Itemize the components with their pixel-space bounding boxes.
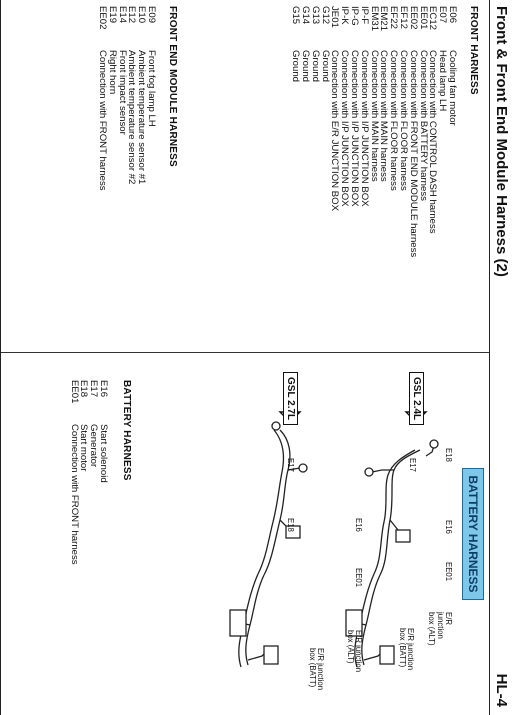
connector-code: E16 bbox=[98, 380, 109, 398]
table-row bbox=[408, 6, 418, 257]
fem-harness-table bbox=[97, 6, 156, 191]
connector-desc: Ground bbox=[290, 50, 302, 82]
battery-harness-table bbox=[69, 380, 108, 565]
connector-desc: Ground bbox=[309, 50, 321, 82]
label-ee01-top: EE01 bbox=[444, 562, 453, 582]
connector-desc: Connection with FLOOR harness bbox=[388, 50, 400, 191]
label-e18-top: E18 bbox=[444, 448, 453, 462]
table-row bbox=[339, 6, 349, 257]
harness-2-7l bbox=[230, 422, 307, 667]
table-row bbox=[369, 6, 379, 257]
table-row bbox=[349, 6, 359, 257]
connector-code: EF22 bbox=[388, 6, 400, 29]
connector-desc: Connection with I/P JUNCTION BOX bbox=[358, 50, 370, 207]
connector-code: E07 bbox=[437, 6, 449, 24]
table-row bbox=[418, 6, 428, 257]
connector-code: E19 bbox=[106, 6, 118, 24]
connector-desc: Ground bbox=[300, 50, 312, 82]
table-row bbox=[359, 6, 369, 257]
table-row bbox=[447, 6, 457, 257]
label-er-alt-bottom: E/R junction box (ALT) bbox=[345, 630, 363, 673]
connector-code: JE01 bbox=[329, 6, 341, 28]
connector-desc: Right horn bbox=[106, 50, 118, 95]
connector-code: G12 bbox=[319, 6, 331, 25]
connector-desc: Connection with E/R JUNCTION BOX bbox=[329, 50, 341, 212]
battery-harness-title: BATTERY HARNESS bbox=[121, 380, 132, 481]
connector-code: E18 bbox=[78, 380, 90, 398]
page-title: Front & Front End Module Harness (2) bbox=[493, 6, 510, 277]
engine-label-2-4l: GSL 2.4L bbox=[409, 372, 424, 425]
connector-code: E09 bbox=[146, 6, 157, 24]
table-row bbox=[146, 6, 156, 191]
table-row bbox=[136, 6, 146, 191]
connector-desc: Connection with I/P JUNCTION BOX bbox=[339, 50, 351, 207]
connector-desc: Front fog lamp LH bbox=[146, 50, 157, 127]
connector-desc: Front impact sensor bbox=[116, 50, 128, 135]
connector-desc: Connection with FRONT harness bbox=[68, 424, 80, 565]
connector-desc: Connection with BATTERY harness bbox=[417, 50, 429, 201]
connector-desc: Generator bbox=[88, 424, 100, 468]
connector-code: IP-K bbox=[339, 6, 351, 25]
label-e17-top: E17 bbox=[408, 458, 417, 472]
table-row bbox=[97, 6, 107, 191]
connector-desc: Ground bbox=[319, 50, 331, 82]
table-row bbox=[300, 6, 310, 257]
table-row bbox=[379, 6, 389, 257]
table-row bbox=[117, 6, 127, 191]
table-row bbox=[69, 380, 79, 565]
table-row bbox=[330, 6, 340, 257]
table-row bbox=[320, 6, 330, 257]
connector-code: G14 bbox=[300, 6, 312, 25]
connector-code: EE02 bbox=[97, 6, 109, 30]
table-row bbox=[79, 380, 89, 565]
connector-desc: Connection with FRONT harness bbox=[97, 50, 109, 191]
connector-desc: Connection with I/P JUNCTION BOX bbox=[349, 50, 361, 207]
connector-desc: Connection with CONTROL DASH harness bbox=[427, 50, 439, 234]
connector-desc: Start motor bbox=[78, 424, 90, 472]
page-header bbox=[490, 0, 512, 715]
table-row bbox=[398, 6, 408, 257]
label-e17-bottom: E17 bbox=[286, 458, 295, 472]
table-row bbox=[290, 6, 300, 257]
connector-desc: Start solenoid bbox=[98, 424, 109, 483]
label-e16-bottom: E16 bbox=[354, 518, 363, 532]
table-row bbox=[127, 6, 137, 191]
label-er-bat-top: E/R junction box (BATT) bbox=[397, 628, 415, 671]
connector-code: EE01 bbox=[68, 380, 80, 404]
front-harness-table bbox=[290, 6, 457, 257]
connector-desc: Ambient temperature sensor #2 bbox=[126, 50, 138, 185]
table-row bbox=[107, 6, 117, 191]
front-harness-title: FRONT HARNESS bbox=[468, 6, 479, 95]
fem-harness-title: FRONT END MODULE HARNESS bbox=[167, 6, 178, 167]
table-row bbox=[98, 380, 108, 565]
connector-code: E14 bbox=[116, 6, 128, 24]
connector-code: EM21 bbox=[378, 6, 390, 32]
table-row bbox=[428, 6, 438, 257]
connector-code: EF12 bbox=[398, 6, 410, 29]
label-e18-bottom: E18 bbox=[286, 518, 295, 532]
label-er-bat-bottom: E/R junction box (BATT) bbox=[307, 648, 325, 691]
label-er-alt-top: E/R junction box (ALT) bbox=[427, 612, 453, 646]
connector-code: E06 bbox=[447, 6, 458, 24]
table-row bbox=[88, 380, 98, 565]
connector-code: E12 bbox=[126, 6, 138, 24]
table-row bbox=[310, 6, 320, 257]
engine-label-2-7l: GSL 2.7L bbox=[283, 372, 298, 425]
connector-code: E10 bbox=[136, 6, 148, 24]
connector-code: EC12 bbox=[427, 6, 439, 30]
connector-desc: Connection with FLOOR harness bbox=[398, 50, 410, 191]
column-divider bbox=[0, 352, 489, 353]
battery-harness-banner: BATTERY HARNESS bbox=[462, 468, 484, 600]
connector-desc: Connection with MAIN harness bbox=[368, 50, 380, 182]
label-e16-top: E16 bbox=[444, 520, 453, 534]
connector-code: EM31 bbox=[368, 6, 380, 32]
connector-code: G13 bbox=[309, 6, 321, 25]
connector-code: IP-F bbox=[358, 6, 370, 25]
connector-desc: Connection with MAIN harness bbox=[378, 50, 390, 182]
table-row bbox=[388, 6, 398, 257]
page-number: HL-4 bbox=[493, 673, 510, 707]
connector-desc: Connection with FRONT END MODULE harness bbox=[407, 50, 419, 258]
connector-code: G15 bbox=[290, 6, 302, 25]
battery-harness-diagram bbox=[190, 360, 490, 715]
connector-desc: Ambient temperature sensor #1 bbox=[136, 50, 148, 185]
connector-code: EE01 bbox=[417, 6, 429, 30]
label-ee01-bottom: EE01 bbox=[354, 568, 363, 588]
table-row bbox=[437, 6, 447, 257]
connector-desc: Head lamp LH bbox=[437, 50, 449, 112]
connector-code: EE02 bbox=[407, 6, 419, 30]
bottom-border bbox=[0, 0, 1, 715]
connector-code: IP-G bbox=[349, 6, 361, 26]
connector-code: E17 bbox=[88, 380, 100, 398]
connector-desc: Cooling fan motor bbox=[447, 50, 458, 126]
